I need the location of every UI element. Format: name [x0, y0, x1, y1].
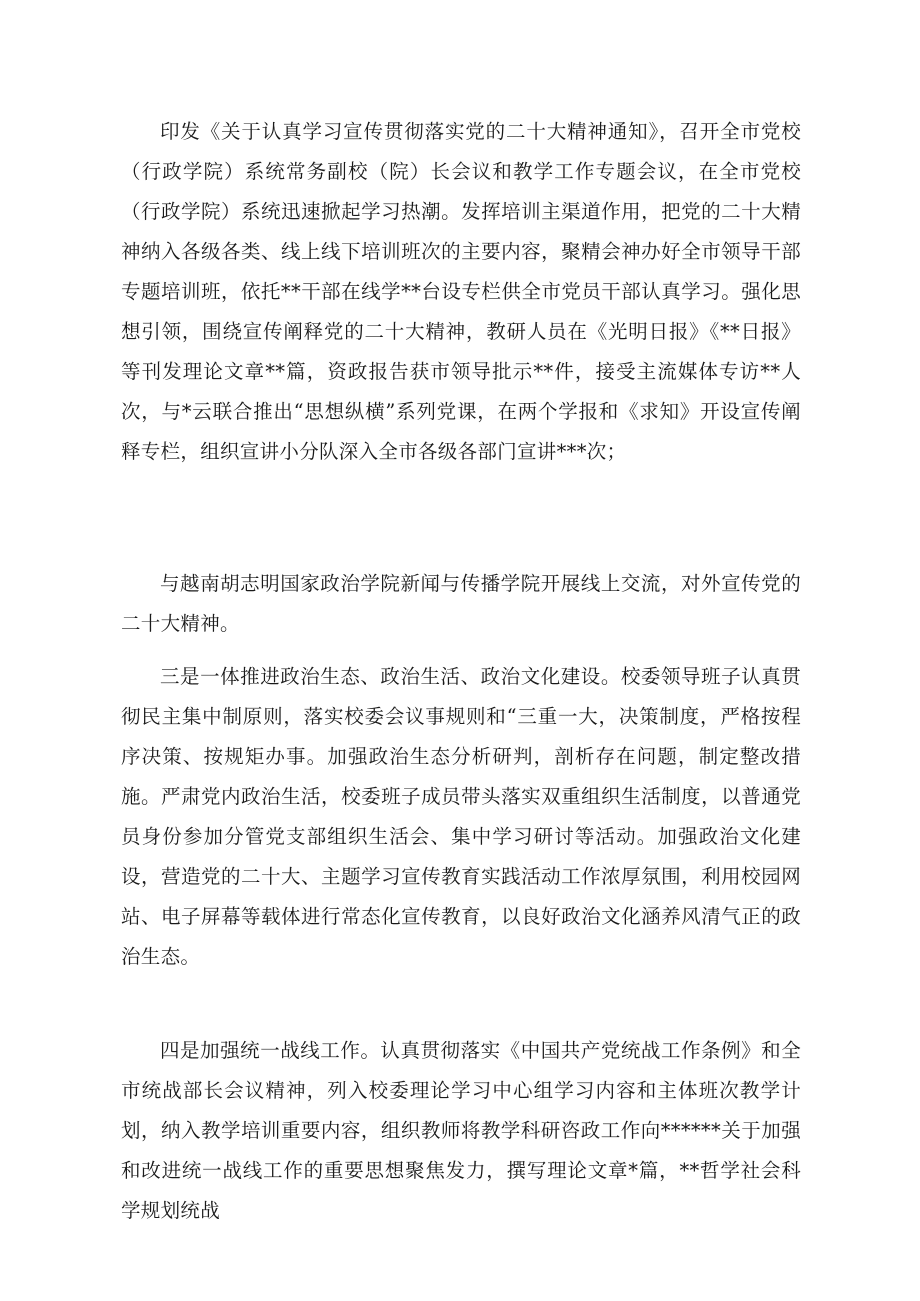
paragraph-united-front: 四是加强统一战线工作。认真贯彻落实《中国共产党统战工作条例》和全市统战部长会议精神，列入校委理论学习中心组学习内容和主体班次教学计划，纳入教学培训重要内容，组织教师将教学科研咨政工作向******关于加强和改进统一战线工作的重要思想聚焦发力，撰写理论文章*篇，**哲学社会科学规划统战 — [121, 1039, 802, 1222]
paragraph-political-ecology: 三是一体推进政治生态、政治生活、政治文化建设。校委领导班子认真贯彻民主集中制原则，落实校委会议事规则和“三重一大，决策制度，严格按程序决策、按规矩办事。加强政治生态分析研判，剖析存在问题，制定整改措施。严肃党内政治生活，校委班子成员带头落实双重组织生活制度，以普通党员身份参加分管党支部组织生活会、集中学习研讨等活动。加强政治文化建设，营造党的二十大、主题学习宣传教育实践活动工作浓厚氛围，利用校园网站、电子屏幕等载体进行常态化宣传教育，以良好政治文化涵养风清气正的政治生态。 — [121, 665, 801, 968]
paragraph-vietnam-exchange: 与越南胡志明国家政治学院新闻与传播学院开展线上交流，对外宣传党的二十大精神。 — [121, 572, 801, 635]
paragraph-study-publicity: 印发《关于认真学习宣传贯彻落实党的二十大精神通知》，召开全市党校（行政学院）系统常务副校（院）长会议和教学工作专题会议，在全市党校（行政学院）系统迅速掀起学习热潮。发挥培训主渠道作用，把党的二十大精神纳入各级各类、线上线下培训班次的主要内容，聚精会神办好全市领导干部专题培训班，依托**干部在线学**台设专栏供全市党员干部认真学习。强化思想引领，围绕宣传阐释党的二十大精神，教研人员在《光明日报》《**日报》等刊发理论文章**篇，资政报告获市领导批示**件，接受主流媒体专访**人次，与*云联合推出“思想纵横”系列党课，在两个学报和《求知》开设宣传阐释专栏，组织宣讲小分队深入全市各级各部门宣讲***次； — [121, 120, 801, 463]
